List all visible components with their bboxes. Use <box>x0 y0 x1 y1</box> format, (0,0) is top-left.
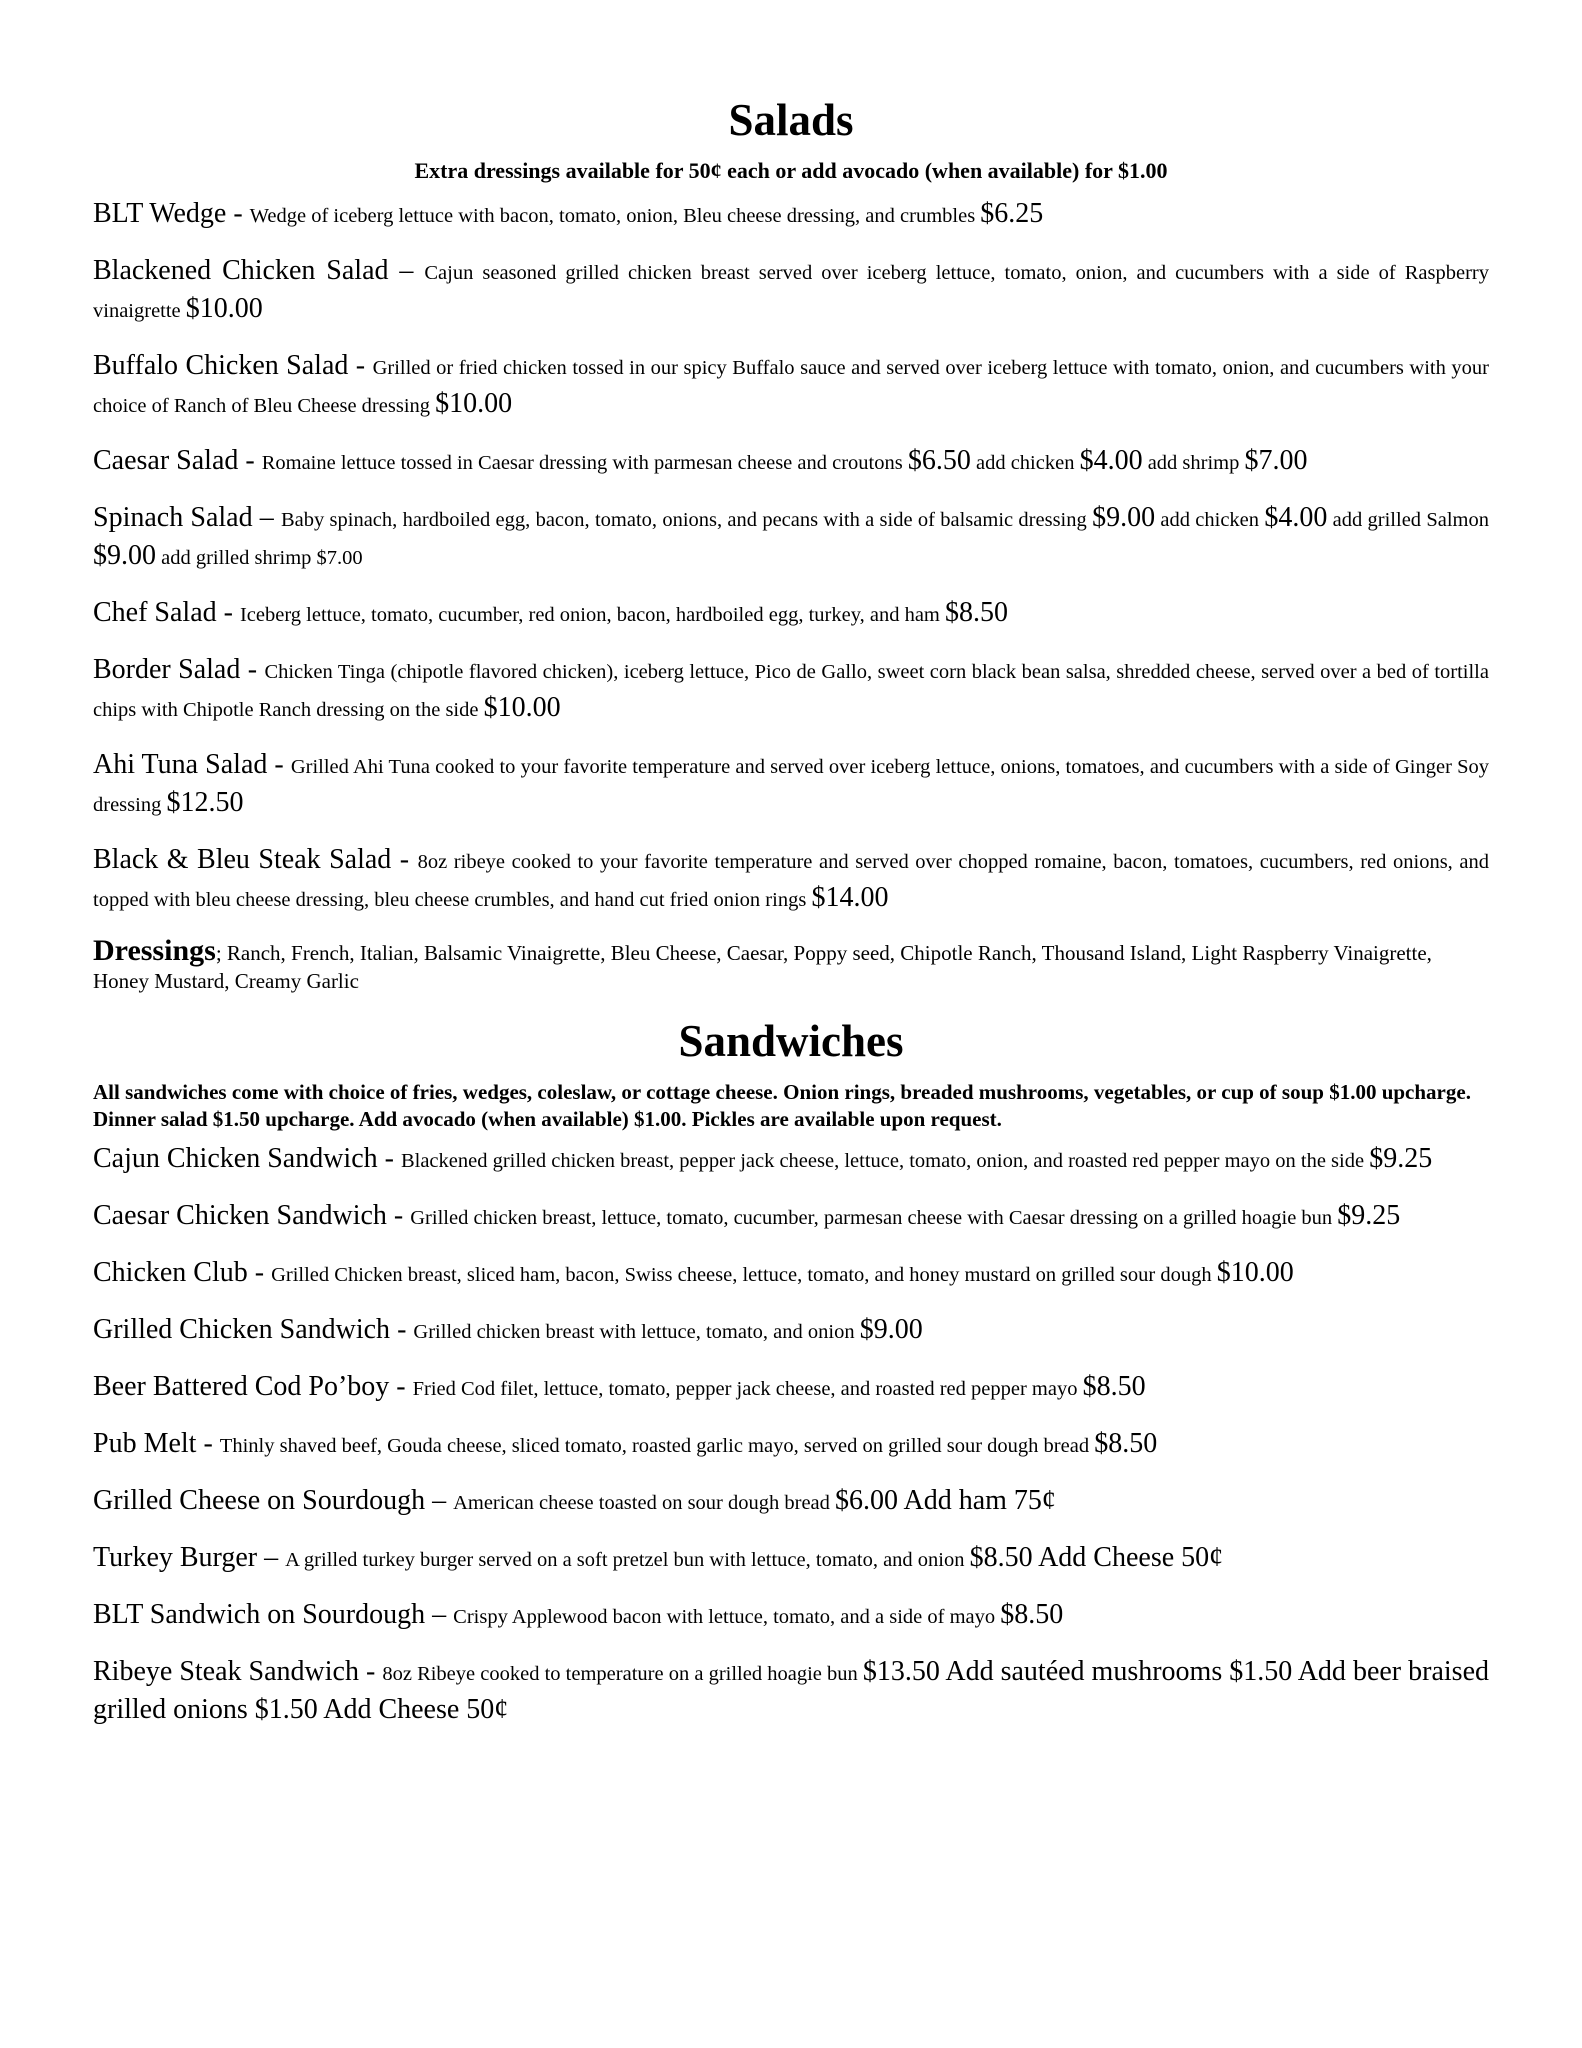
menu-item <box>93 1426 1489 1464</box>
item-description: Cajun seasoned grilled chicken breast served over iceberg lettuce, tomato, onion, and cucumbers with a side of Raspberry vinaigrette <box>93 262 1490 322</box>
item-separator: – <box>257 1542 286 1573</box>
item-name: Ribeye Steak Sandwich <box>93 1656 359 1687</box>
item-price: $8.50 <box>1000 1599 1064 1630</box>
item-price: $12.50 <box>166 787 244 818</box>
item-price: $10.00 <box>435 388 513 419</box>
item-description: A grilled turkey burger served on a soft pretzel bun with lettuce, tomato, and onion <box>285 1549 970 1571</box>
item-separator: - <box>238 445 262 476</box>
item-name: Ahi Tuna Salad <box>93 749 268 780</box>
item-price: $9.00 <box>1092 502 1156 533</box>
menu-item <box>93 443 1489 481</box>
menu-item <box>93 1312 1489 1350</box>
item-name: Chicken Club <box>93 1257 248 1288</box>
item-name: Turkey Burger <box>93 1542 258 1573</box>
addon-price: $9.00 <box>93 540 156 571</box>
item-price: $8.50 <box>945 597 1009 628</box>
item-description: Grilled chicken breast, lettuce, tomato, cucumber, parmesan cheese with Caesar dressing on a grilled hoagie bun <box>410 1207 1338 1229</box>
item-separator: – <box>425 1485 454 1516</box>
item-name: BLT Sandwich on Sourdough <box>93 1599 426 1630</box>
menu-item <box>93 348 1489 424</box>
item-description: 8oz Ribeye cooked to temperature on a grilled hoagie bun <box>382 1663 863 1685</box>
item-separator: - <box>267 749 291 780</box>
item-description: Grilled Ahi Tuna cooked to your favorite temperature and served over iceberg lettuce, onions, tomatoes, and cucumbers with a side of Ginger Soy dressing <box>93 756 1489 816</box>
item-price: $6.50 <box>907 445 971 476</box>
item-description: Wedge of iceberg lettuce with bacon, tomato, onion, Bleu cheese dressing, and crumbles <box>249 205 981 227</box>
addon-price: $4.00 <box>1079 445 1143 476</box>
item-separator: - <box>226 198 250 229</box>
item-name: Grilled Chicken Sandwich <box>93 1314 391 1345</box>
sandwiches-title: Sandwiches <box>678 1016 904 1066</box>
item-name: Buffalo Chicken Salad <box>93 350 349 381</box>
item-description: 8oz ribeye cooked to your favorite temperature and served over chopped romaine, bacon, tomatoes, cucumbers, red onions, and topped with bleu cheese dressing, bleu cheese crumbles, and hand cut fried onion rings <box>93 851 1490 911</box>
dressings-list <box>93 934 1489 995</box>
item-price: $10.00 <box>1216 1257 1294 1288</box>
item-name: Caesar Chicken Sandwich <box>93 1200 387 1231</box>
item-separator: - <box>389 1371 413 1402</box>
dressings-options: ; Ranch, French, Italian, Balsamic Vinaigrette, Bleu Cheese, Caesar, Poppy seed, Chipotle Ranch, Thousand Island, Light Raspberry Vinaigrette, Honey Mustard, Creamy Garlic <box>93 941 1432 993</box>
item-separator: - <box>391 844 418 875</box>
item-name: Pub Melt <box>93 1428 197 1459</box>
item-price: $10.00 <box>185 293 263 324</box>
item-price: $8.50 Add Cheese 50¢ <box>969 1542 1224 1573</box>
item-separator: - <box>348 350 373 381</box>
item-price: $9.00 <box>859 1314 923 1345</box>
item-name: Border Salad <box>93 654 241 685</box>
item-price: $8.50 <box>1082 1371 1146 1402</box>
item-name: Beer Battered Cod Po’boy <box>93 1371 390 1402</box>
sandwiches-note: All sandwiches come with choice of fries, wedges, coleslaw, or cottage cheese. Onion rings, breaded mushrooms, vegetables, or cup of soup $1.00 upcharge. Dinner salad $1.50 upcharge. Add avocado (when available) $1.00. Pickles are available upon request. <box>93 1080 1471 1131</box>
menu-item <box>93 1483 1489 1521</box>
salads-title: Salads <box>728 95 854 145</box>
item-name: Black & Bleu Steak Salad <box>93 844 392 875</box>
addon-label: add grilled shrimp $7.00 <box>156 547 363 569</box>
menu-item <box>93 1369 1489 1407</box>
dressings-label: Dressings <box>93 934 216 967</box>
item-price: $10.00 <box>483 692 561 723</box>
item-price: $6.00 Add ham 75¢ <box>835 1485 1056 1516</box>
menu-item <box>93 1255 1489 1293</box>
item-separator: - <box>386 1200 411 1231</box>
item-description: Romaine lettuce tossed in Caesar dressing with parmesan cheese and croutons <box>261 452 908 474</box>
item-separator: - <box>390 1314 414 1345</box>
item-price: $8.50 <box>1094 1428 1158 1459</box>
menu-item <box>93 1198 1489 1236</box>
item-description: American cheese toasted on sour dough bread <box>453 1492 836 1514</box>
item-separator: - <box>240 654 265 685</box>
menu-item <box>93 196 1489 234</box>
item-separator: - <box>377 1143 401 1174</box>
item-description: Blackened grilled chicken breast, pepper jack cheese, lettuce, tomato, onion, and roasted red pepper mayo on the side <box>400 1150 1370 1172</box>
item-separator: - <box>358 1656 383 1687</box>
item-name: Spinach Salad <box>93 502 253 533</box>
item-separator: - <box>247 1257 272 1288</box>
menu-item <box>93 842 1489 918</box>
item-description: Grilled Chicken breast, sliced ham, bacon, Swiss cheese, lettuce, tomato, and honey mustard on grilled sour dough <box>271 1264 1217 1286</box>
menu-item <box>93 1654 1489 1730</box>
item-description: Baby spinach, hardboiled egg, bacon, tomato, onions, and pecans with a side of balsamic dressing <box>280 509 1093 531</box>
item-price: $6.25 <box>980 198 1044 229</box>
item-price: $9.25 <box>1369 1143 1433 1174</box>
menu-item <box>93 253 1489 329</box>
item-description: Grilled or fried chicken tossed in our spicy Buffalo sauce and served over iceberg lettuce with tomato, onion, and cucumbers with your choice of Ranch of Bleu Cheese dressing <box>93 357 1489 417</box>
item-name: Grilled Cheese on Sourdough <box>93 1485 426 1516</box>
item-separator: - <box>196 1428 220 1459</box>
item-description: Grilled chicken breast with lettuce, tomato, and onion <box>413 1321 860 1343</box>
item-name: Chef Salad <box>93 597 217 628</box>
item-description: Crispy Applewood bacon with lettuce, tomato, and a side of mayo <box>453 1606 1001 1628</box>
addon-price: $7.00 <box>1244 445 1308 476</box>
menu-item <box>93 1540 1489 1578</box>
addon-label: add chicken <box>970 452 1080 474</box>
menu-page <box>93 92 1489 1749</box>
item-separator: – <box>252 502 281 533</box>
item-separator: – <box>425 1599 454 1630</box>
item-description: Chicken Tinga (chipotle flavored chicken), iceberg lettuce, Pico de Gallo, sweet corn black bean salsa, shredded cheese, served over a bed of tortilla chips with Chipotle Ranch dressing on the side <box>93 661 1489 721</box>
item-separator: – <box>388 255 425 286</box>
item-name: BLT Wedge <box>93 198 227 229</box>
menu-item <box>93 500 1489 576</box>
menu-item <box>93 747 1489 823</box>
item-separator: - <box>216 597 240 628</box>
item-description: Fried Cod filet, lettuce, tomato, pepper jack cheese, and roasted red pepper mayo <box>412 1378 1083 1400</box>
menu-item <box>93 595 1489 633</box>
item-price: $9.25 <box>1337 1200 1401 1231</box>
salads-note: Extra dressings available for 50¢ each or add avocado (when available) for $1.00 <box>414 158 1168 183</box>
item-description: Thinly shaved beef, Gouda cheese, sliced tomato, roasted garlic mayo, served on grilled sour dough bread <box>219 1435 1095 1457</box>
item-price: $13.50 Add sautéed mushrooms $1.50 Add beer braised grilled onions $1.50 Add Cheese 50¢ <box>93 1656 1489 1725</box>
addon-price: $4.00 <box>1264 502 1328 533</box>
menu-item <box>93 1141 1489 1179</box>
addon-label: add shrimp <box>1142 452 1245 474</box>
item-name: Blackened Chicken Salad <box>93 255 389 286</box>
item-name: Cajun Chicken Sandwich <box>93 1143 378 1174</box>
item-name: Caesar Salad <box>93 445 239 476</box>
menu-item <box>93 652 1489 728</box>
item-price: $14.00 <box>811 882 889 913</box>
item-description: Iceberg lettuce, tomato, cucumber, red onion, bacon, hardboiled egg, turkey, and ham <box>239 604 946 626</box>
menu-item <box>93 1597 1489 1635</box>
addon-label: add chicken <box>1155 509 1265 531</box>
addon-label: add grilled Salmon <box>1327 509 1489 531</box>
